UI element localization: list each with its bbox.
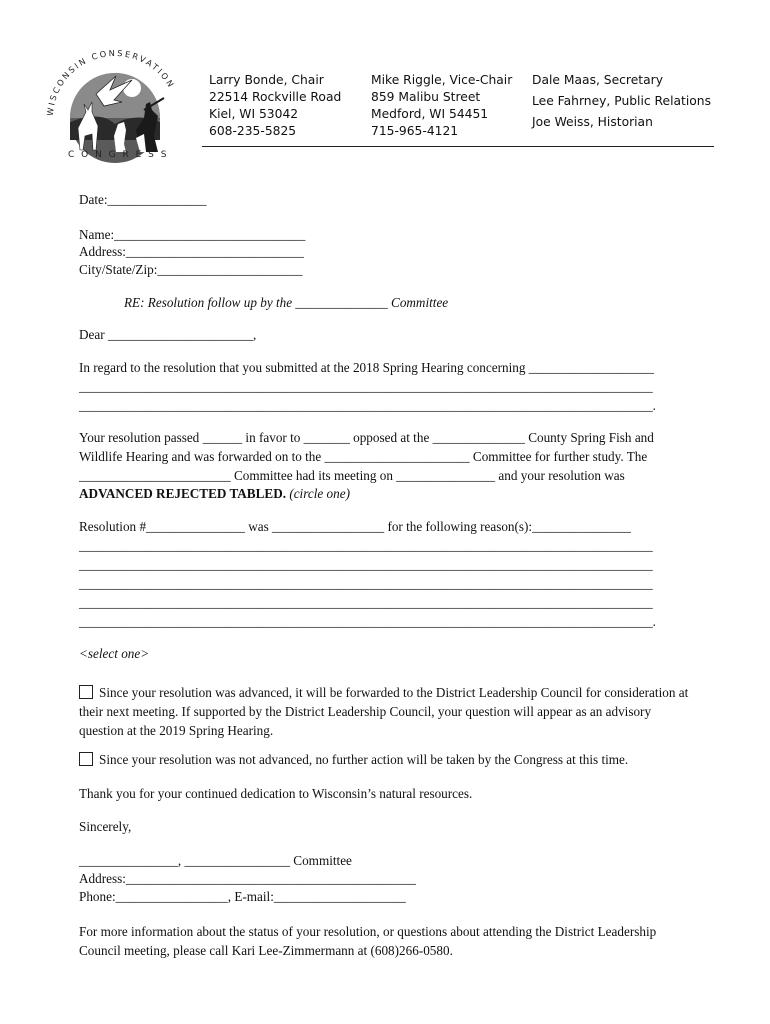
chair-contact — [209, 72, 341, 140]
chair-phone: 608-235-5825 — [209, 124, 297, 138]
select-one-label: <select one> — [79, 646, 150, 661]
reason-line[interactable]: _______________________________________________________________________________________. — [79, 614, 656, 629]
chair-address2: Kiel, WI 53042 — [209, 107, 299, 121]
thank-you-line: Thank you for your continued dedication to Wisconsin’s natural resources. — [79, 786, 473, 801]
vice-chair-address2: Medford, WI 54451 — [371, 107, 489, 121]
circle-one-hint: (circle one) — [289, 486, 350, 501]
para-vote-line3[interactable]: _______________________ Committee had its meeting on _______________ and your resolution was — [79, 468, 625, 483]
reason-header-line[interactable]: Resolution #_______________ was _________________ for the following reason(s):_______________ — [79, 519, 632, 534]
outcome-options[interactable]: ADVANCED REJECTED TABLED. — [79, 486, 287, 501]
vice-chair-phone: 715-965-4121 — [371, 124, 459, 138]
signature-address-field[interactable]: Address:____________________________________________ — [79, 871, 417, 886]
para-concerning-line3[interactable]: _______________________________________________________________________________________. — [79, 398, 656, 413]
signature-phone-email-field[interactable]: Phone:_________________, E-mail:____________________ — [79, 889, 406, 904]
reason-line[interactable]: _______________________________________________________________________________________ — [79, 576, 653, 591]
not-advanced-checkbox[interactable] — [79, 752, 93, 766]
chair-address1: 22514 Rockville Road — [209, 90, 342, 104]
reason-line[interactable]: _______________________________________________________________________________________ — [79, 538, 653, 553]
option-not-advanced[interactable] — [79, 752, 628, 768]
signature-committee-field[interactable]: _______________, ________________ Committee — [79, 853, 352, 868]
name-field[interactable]: Name:_____________________________ — [79, 227, 306, 242]
wcc-logo — [40, 40, 190, 165]
reason-line[interactable]: _______________________________________________________________________________________ — [79, 595, 653, 610]
historian: Joe Weiss, Historian — [532, 115, 653, 129]
para-vote-line2[interactable]: Wildlife Hearing and was forwarded on to the ______________________ Committee for further study. The — [79, 449, 648, 464]
outcome-choices[interactable] — [79, 486, 350, 502]
option-not-advanced-text: Since your resolution was not advanced, no further action will be taken by the Congress at this time. — [99, 752, 629, 767]
advanced-checkbox[interactable] — [79, 685, 93, 699]
re-line[interactable]: RE: Resolution follow up by the ______________ Committee — [124, 295, 449, 310]
para-concerning-line2[interactable]: _______________________________________________________________________________________ — [79, 379, 653, 394]
other-officers — [532, 72, 711, 135]
public-relations: Lee Fahrney, Public Relations — [532, 94, 712, 108]
option-advanced-text: Since your resolution was advanced, it will be forwarded to the District Leadership Council for consideration at their next meeting. If supported by the District Leadership Council, your question will appear as an advisory question at the 2019 Spring Hearing. — [79, 685, 689, 738]
para-concerning-line1[interactable]: In regard to the resolution that you submitted at the 2018 Spring Hearing concerning ___________________ — [79, 360, 655, 375]
header-divider — [202, 146, 714, 147]
chair-name: Larry Bonde, Chair — [209, 73, 324, 87]
logo-congress-text: C O N G R E S S — [68, 150, 169, 160]
reason-line[interactable]: _______________________________________________________________________________________ — [79, 557, 653, 572]
vice-chair-name: Mike Riggle, Vice-Chair — [371, 73, 513, 87]
para-vote-line1[interactable]: Your resolution passed ______ in favor to _______ opposed at the ______________ County Spring Fish and — [79, 430, 654, 445]
logo-arc-text: WISCONSIN CONSERVATION — [44, 47, 177, 117]
city-state-zip-field[interactable]: City/State/Zip:______________________ — [79, 262, 303, 277]
address-field[interactable]: Address:___________________________ — [79, 244, 304, 259]
secretary: Dale Maas, Secretary — [532, 73, 663, 87]
footer-info: For more information about the status of your resolution, or questions about attending the District Leadership Council meeting, please call Kari Lee-Zimmermann at (608)266-0580. — [79, 924, 657, 958]
sincerely-line: Sincerely, — [79, 819, 132, 834]
option-advanced[interactable] — [79, 683, 691, 740]
wcc-logo-emblem-icon — [40, 40, 190, 165]
salutation[interactable]: Dear ______________________, — [79, 327, 257, 342]
vice-chair-address1: 859 Malibu Street — [371, 90, 481, 104]
vice-chair-contact — [371, 72, 512, 140]
date-field[interactable]: Date:_______________ — [79, 192, 207, 207]
